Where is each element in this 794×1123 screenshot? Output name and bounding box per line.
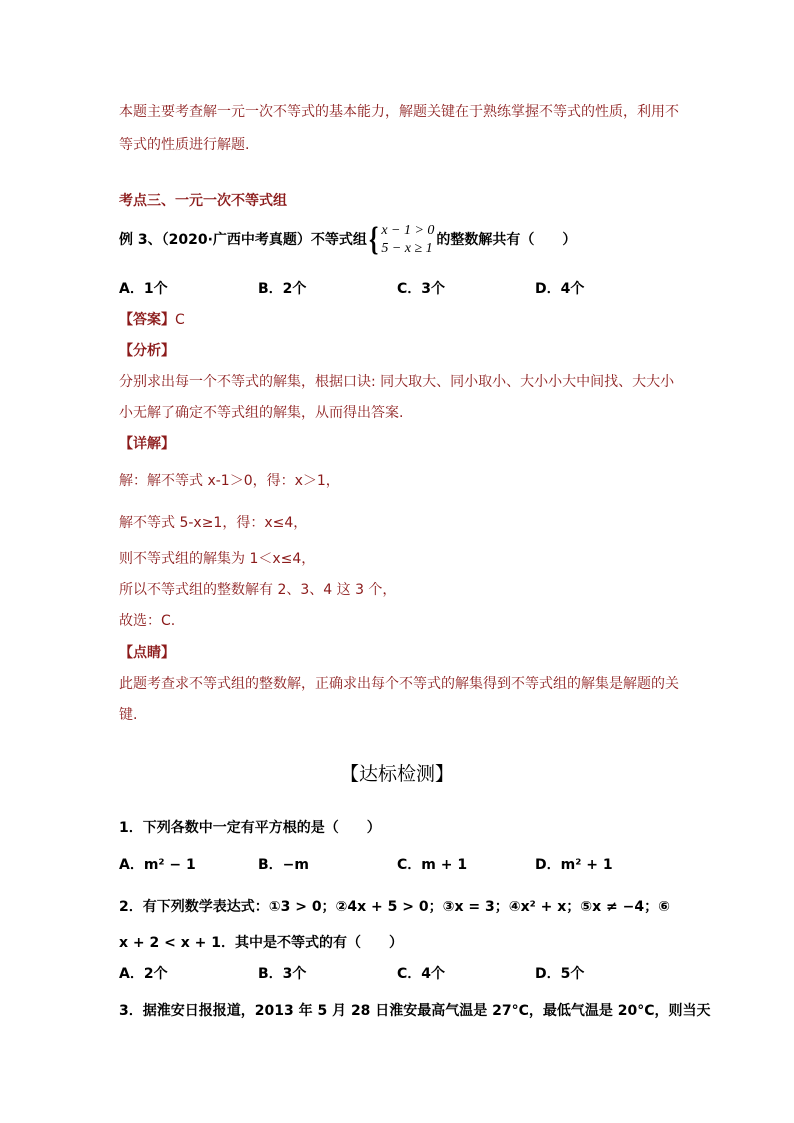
comment-line-1: 此题考查求不等式组的整数解，正确求出每个不等式的解集得到不等式组的解集是解题的关	[119, 676, 679, 692]
q1-option-d: D．m² + 1	[535, 857, 613, 873]
q1-text: 1．下列各数中一定有平方根的是（ ）	[119, 820, 381, 836]
detail-line-1: 解：解不等式 x-1＞0，得：x＞1，	[119, 473, 340, 489]
left-brace-icon: {	[368, 221, 379, 258]
q2-line-2: x + 2 < x + 1．其中是不等式的有（ ）	[119, 935, 403, 951]
q2-option-d: D．5个	[535, 966, 585, 982]
test-heading: 【达标检测】	[339, 763, 454, 785]
system-line-1: x − 1 > 0	[381, 223, 435, 238]
analysis-line-2: 小无解了确定不等式组的解集，从而得出答案.	[119, 405, 404, 421]
system-line-2: 5 − x ≥ 1	[381, 241, 433, 256]
section-title: 考点三、一元一次不等式组	[119, 193, 287, 209]
example-option-b: B．2个	[258, 281, 307, 297]
analysis-label: 【分析】	[119, 343, 175, 359]
intro-line-2: 等式的性质进行解题.	[119, 137, 250, 153]
answer-row	[119, 310, 185, 330]
detail-label: 【详解】	[119, 436, 175, 452]
q1-option-c: C．m + 1	[397, 857, 468, 873]
detail-line-5: 故选：C.	[119, 613, 176, 629]
example-option-c: C．3个	[397, 281, 446, 297]
q2-line-1: 2．有下列数学表达式：①3 > 0；②4x + 5 > 0；③x = 3；④x² + x；⑤x ≠ −4；⑥	[119, 899, 670, 915]
q1-option-b: B．−m	[258, 857, 309, 873]
q2-option-a: A．2个	[119, 966, 168, 982]
q2-option-c: C．4个	[397, 966, 446, 982]
example-suffix: 的整数解共有（ ）	[436, 232, 577, 248]
example-question	[119, 220, 576, 260]
analysis-line-1: 分别求出每一个不等式的解集，根据口诀: 同大取大、同小取小、大小小大中间找、大大小	[119, 374, 675, 390]
comment-line-2: 键.	[119, 707, 138, 723]
detail-line-3: 则不等式组的解集为 1＜x≤4，	[119, 551, 316, 567]
example-prefix: 例 3、（2020·广西中考真题）不等式组	[119, 232, 367, 248]
detail-line-2: 解不等式 5-x≥1，得：x≤4，	[119, 515, 308, 531]
intro-line-1: 本题主要考查解一元一次不等式的基本能力，解题关键在于熟练掌握不等式的性质，利用不	[119, 104, 679, 120]
q3-text: 3．据淮安日报报道，2013 年 5 月 28 日淮安最高气温是 27°C，最低气温是 20°C，则当天	[119, 1003, 711, 1019]
q2-option-b: B．3个	[258, 966, 307, 982]
example-option-d: D．4个	[535, 281, 585, 297]
inequality-system	[381, 222, 434, 258]
comment-label: 【点睛】	[119, 645, 175, 661]
answer-value: C	[175, 312, 185, 328]
answer-label: 【答案】	[119, 312, 175, 328]
example-option-a: A．1个	[119, 281, 168, 297]
q1-option-a: A．m² − 1	[119, 857, 196, 873]
detail-line-4: 所以不等式组的整数解有 2、3、4 这 3 个，	[119, 582, 397, 598]
